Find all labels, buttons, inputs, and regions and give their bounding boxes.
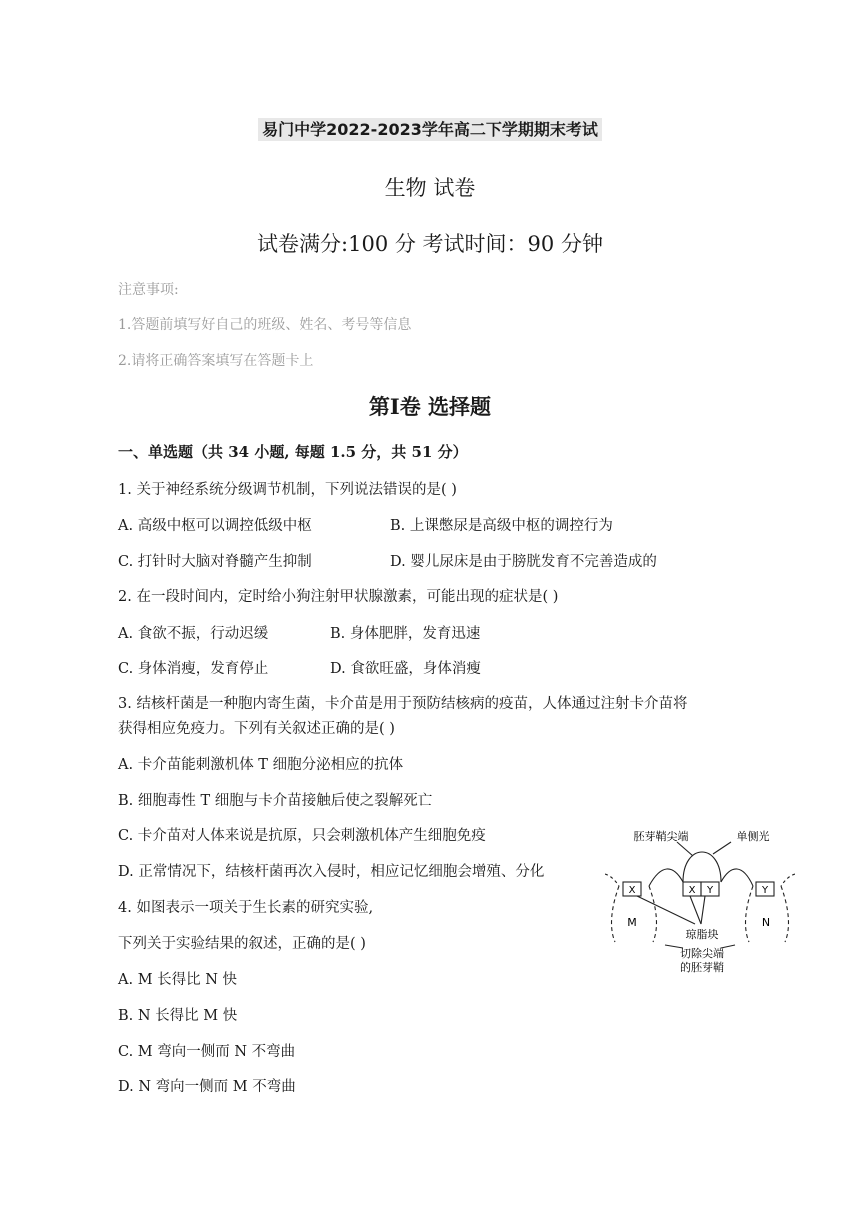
part-title: 第Ⅰ卷 选择题 xyxy=(368,394,492,419)
notes-heading: 注意事项: xyxy=(118,282,179,298)
question-3-stem-line: 获得相应免疫力。下列有关叙述正确的是( ) xyxy=(118,721,395,737)
question-1-option-b: B. 上课憋尿是高级中枢的调控行为 xyxy=(390,518,613,534)
figure-label-n: N xyxy=(761,916,771,929)
auxin-experiment-figure xyxy=(605,820,795,985)
question-2-option-b: B. 身体肥胖，发育迅速 xyxy=(330,626,481,642)
question-4-option-b: B. N 长得比 M 快 xyxy=(118,1008,238,1024)
figure-label-y: Y xyxy=(761,885,769,896)
coleoptile-tip-shape xyxy=(683,852,721,882)
score-time-line: 试卷满分:100 分 考试时间：90 分钟 xyxy=(257,232,603,256)
question-4-option-a: A. M 长得比 N 快 xyxy=(118,972,238,988)
figure-label-y: Y xyxy=(706,885,714,896)
question-2-stem: 2. 在一段时间内，定时给小狗注射甲状腺激素，可能出现的症状是( ) xyxy=(118,589,559,605)
figure-label-x: X xyxy=(688,885,696,896)
question-1-option-a: A. 高级中枢可以调控低级中枢 xyxy=(118,518,312,534)
question-4-stem-line: 4. 如图表示一项关于生长素的研究实验, xyxy=(118,900,374,916)
question-2-option-c: C. 身体消瘦，发育停止 xyxy=(118,661,269,677)
school-title: 易门中学2022-2023学年高二下学期期末考试 xyxy=(0,117,860,140)
figure-label-agar: 琼脂块 xyxy=(685,928,719,941)
question-3-option-a: A. 卡介苗能刺激机体 T 细胞分泌相应的抗体 xyxy=(118,757,404,773)
figure-label-cut: 的胚芽鞘 xyxy=(680,961,724,974)
question-2-option-a: A. 食欲不振，行动迟缓 xyxy=(118,626,269,642)
figure-label-cut: 切除尖端 xyxy=(680,947,724,960)
question-3-stem-line: 3. 结核杆菌是一种胞内寄生菌，卡介苗是用于预防结核病的疫苗，人体通过注射卡介苗将 xyxy=(118,696,688,712)
figure-label-tip: 胚芽鞘尖端 xyxy=(633,830,689,843)
note-item: 1.答题前填写好自己的班级、姓名、考号等信息 xyxy=(118,317,412,333)
question-4-option-c: C. M 弯向一侧而 N 不弯曲 xyxy=(118,1044,296,1060)
figure-label-x: X xyxy=(628,885,636,896)
section-title: 一、单选题（共 34 小题, 每题 1.5 分，共 51 分） xyxy=(118,443,468,461)
question-1-option-d: D. 婴儿尿床是由于膀胱发育不完善造成的 xyxy=(390,554,657,570)
question-3-option-b: B. 细胞毒性 T 细胞与卡介苗接触后使之裂解死亡 xyxy=(118,793,433,809)
figure-label-m: M xyxy=(627,916,637,929)
question-2-option-d: D. 食欲旺盛，身体消瘦 xyxy=(330,661,481,677)
figure-label-light: 单侧光 xyxy=(736,830,770,843)
question-4-option-d: D. N 弯向一侧而 M 不弯曲 xyxy=(118,1079,296,1095)
question-1-option-c: C. 打针时大脑对脊髓产生抑制 xyxy=(118,554,312,570)
note-item: 2.请将正确答案填写在答题卡上 xyxy=(118,353,314,369)
question-1-stem: 1. 关于神经系统分级调节机制，下列说法错误的是( ) xyxy=(118,482,457,498)
question-4-stem-line: 下列关于实验结果的叙述，正确的是( ) xyxy=(118,936,366,952)
question-3-option-d: D. 正常情况下，结核杆菌再次入侵时，相应记忆细胞会增殖、分化 xyxy=(118,864,545,880)
subject-title: 生物 试卷 xyxy=(384,176,476,200)
question-3-option-c: C. 卡介苗对人体来说是抗原，只会刺激机体产生细胞免疫 xyxy=(118,828,486,844)
